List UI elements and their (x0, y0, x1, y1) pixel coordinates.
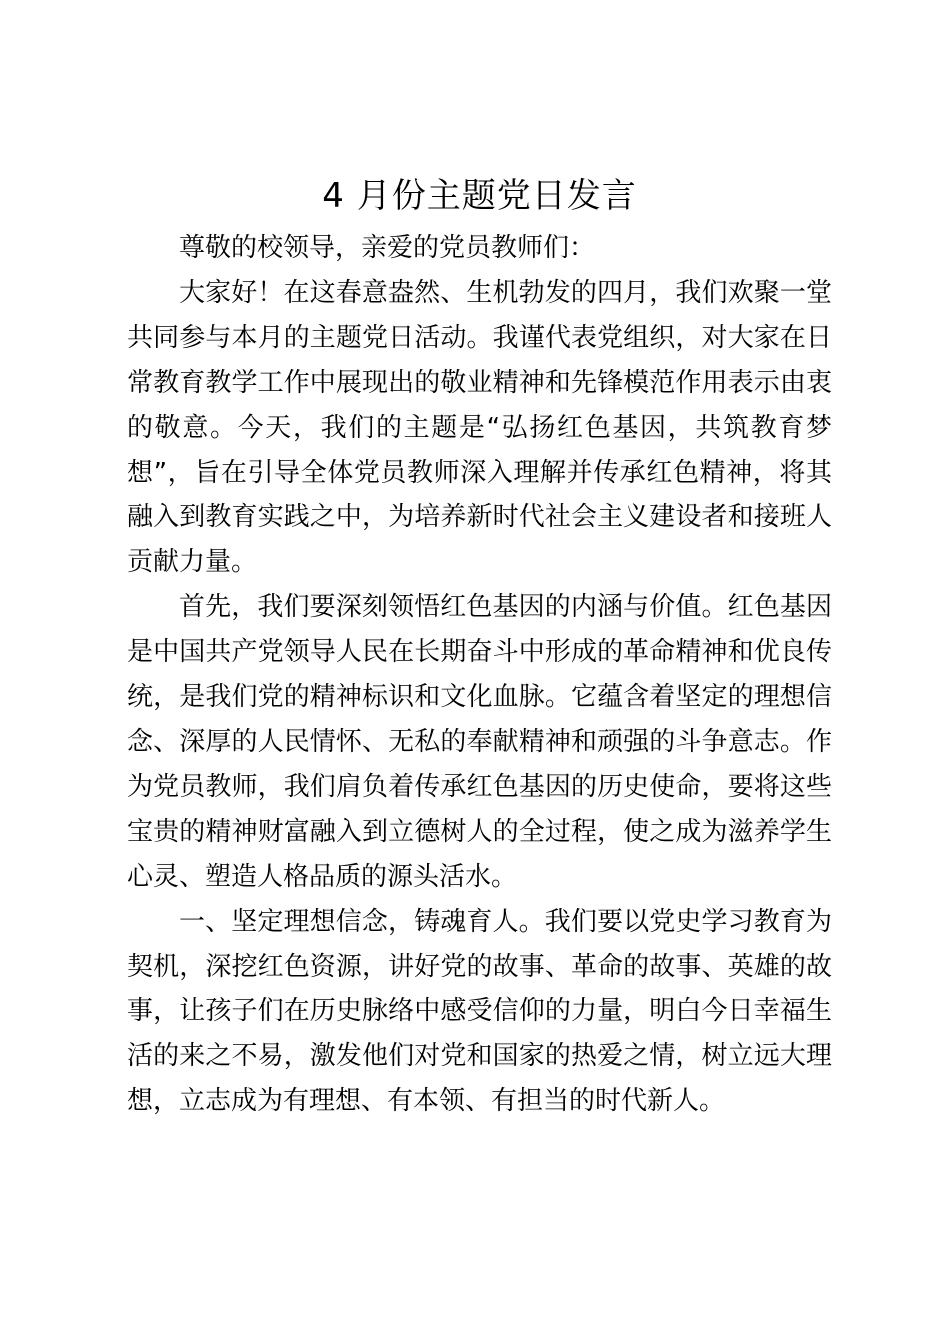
document-body (127, 172, 832, 1124)
paragraph-greeting: 大家好！在这春意盎然、生机勃发的四月，我们欢聚一堂共同参与本月的主题党日活动。我谨代表党组织，对大家在日常教育教学工作中展现出的敬业精神和先锋模范作用表示由衷的敬意。今天，我们的主题是“弘扬红色基因，共筑教育梦想”，旨在引导全体党员教师深入理解并传承红色精神，将其融入到教育实践之中，为培养新时代社会主义建设者和接班人贡献力量。 (127, 277, 832, 578)
paragraph-red-gene: 首先，我们要深刻领悟红色基因的内涵与价值。红色基因是中国共产党领导人民在长期奋斗中形成的革命精神和优良传统，是我们党的精神标识和文化血脉。它蕴含着坚定的理想信念、深厚的人民情怀、无私的奉献精神和顽强的斗争意志。作为党员教师，我们肩负着传承红色基因的历史使命，要将这些宝贵的精神财富融入到立德树人的全过程，使之成为滋养学生心灵、塑造人格品质的源头活水。 (127, 592, 832, 892)
document-title: 4 月份主题党日发言 (322, 176, 637, 216)
paragraph-ideals: 一、坚定理想信念，铸魂育人。我们要以党史学习教育为契机，深挖红色资源，讲好党的故事、革命的故事、英雄的故事，让孩子们在历史脉络中感受信仰的力量，明白今日幸福生活的来之不易，激发他们对党和国家的热爱之情，树立远大理想，立志成为有理想、有本领、有担当的时代新人。 (127, 906, 832, 1117)
salutation: 尊敬的校领导，亲爱的党员教师们： (179, 233, 596, 263)
